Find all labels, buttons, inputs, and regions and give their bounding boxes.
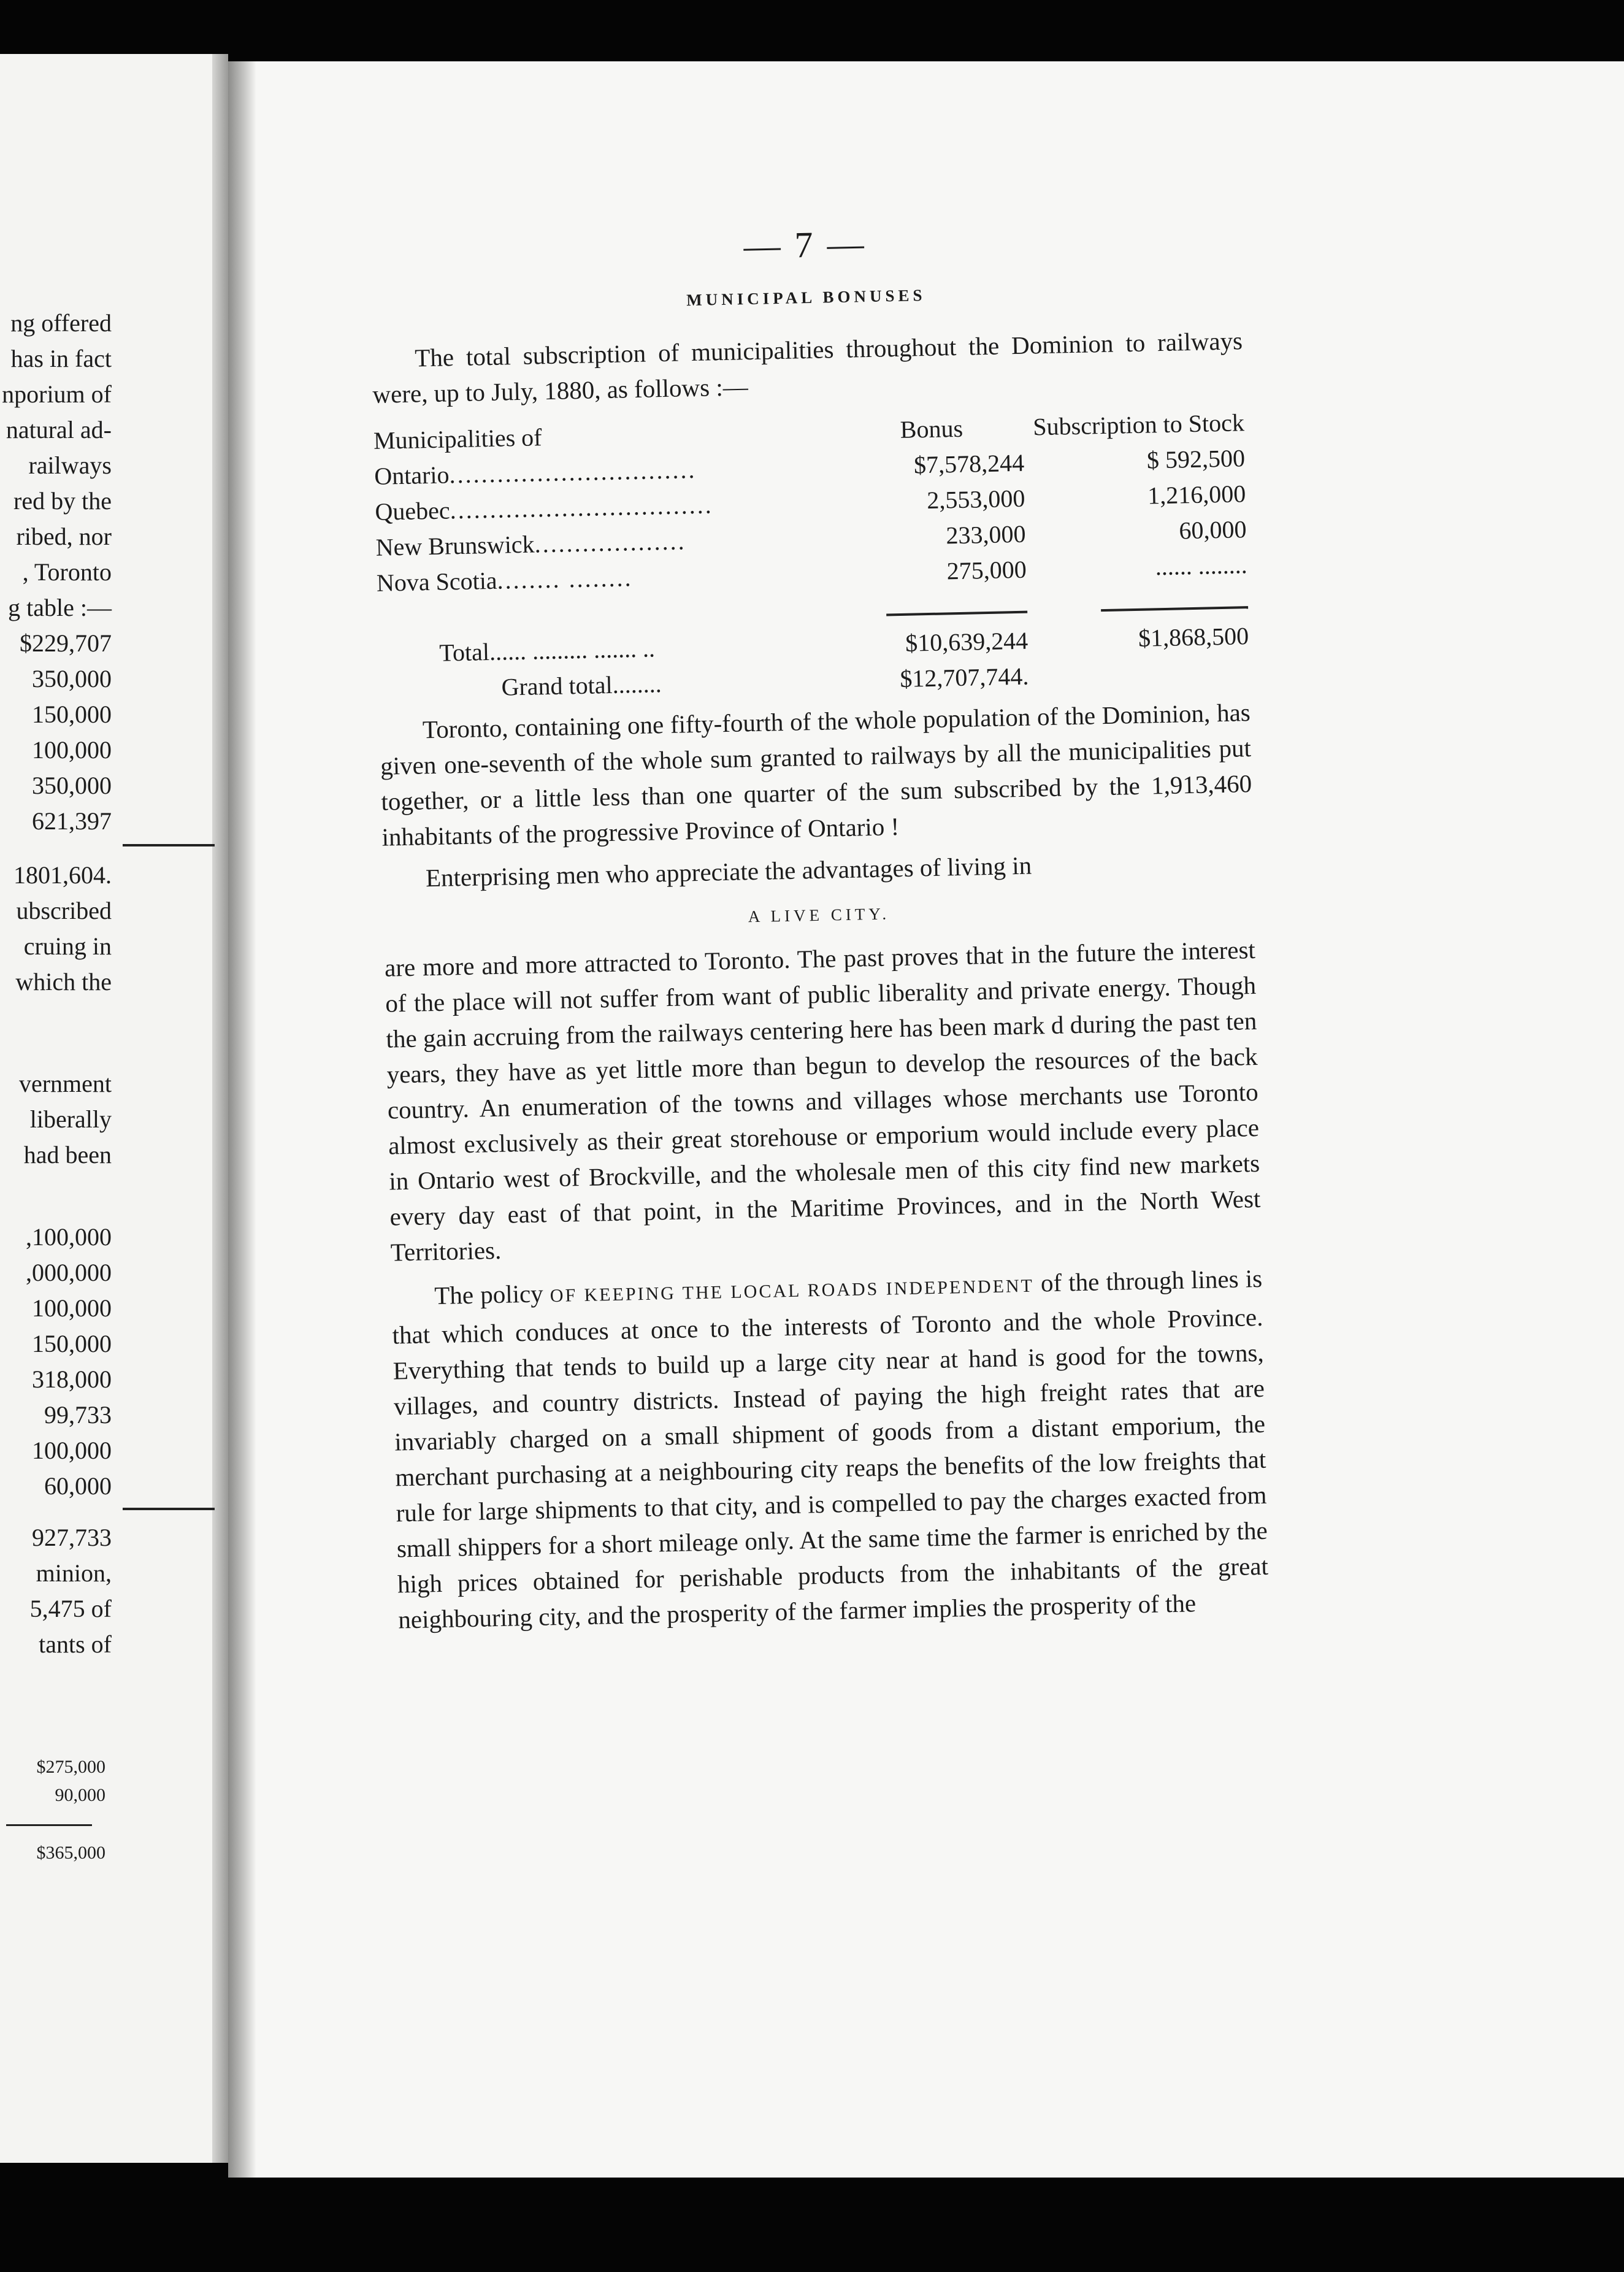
left-line: g table :—: [8, 594, 112, 621]
left-rule: [6, 1824, 92, 1826]
left-total: [1, 858, 112, 1000]
left-amount-total: 927,733: [32, 1524, 112, 1551]
row-stock: 1,216,000: [1147, 480, 1246, 510]
section-heading: MUNICIPAL BONUSES: [686, 286, 926, 310]
row-leader-dots: .................................: [450, 491, 714, 524]
left-text-block-gov: [1, 1066, 112, 1173]
left-bottom-amounts: [7, 1753, 105, 1810]
left-bottom-total: [7, 1839, 105, 1867]
page-binding-shadow: [228, 61, 256, 2178]
left-line: 5,475 of: [29, 1595, 112, 1622]
left-line: red by the: [13, 487, 112, 515]
left-amount: ,100,000: [26, 1223, 112, 1251]
row-stock: $ 592,500: [1146, 444, 1246, 474]
left-amount: 90,000: [55, 1785, 105, 1805]
row-name: Ontario: [373, 461, 450, 490]
row-stock: 60,000: [1178, 515, 1247, 545]
left-line: which the: [15, 968, 112, 996]
policy-start: The policy: [434, 1279, 551, 1310]
left-line: liberally: [29, 1105, 112, 1133]
left-total-value: 1801,604.: [13, 861, 112, 889]
previous-page-fragment: [0, 54, 228, 2163]
page-gutter: [212, 54, 228, 2163]
total-bonus: $10,639,244: [905, 626, 1028, 657]
row-bonus: $7,578,244: [913, 448, 1025, 479]
policy-rest: of the through lines is that which conduces at once to the interests of Toronto and the whole Province. Everything that tends to build up a large city near at hand is good for the towns, villages, and country districts. Instead of paying the high freight rates that are invariably charged on a small shipment of goods from a distant emporium, the merchant purchasing at a neighbouring city reaps the benefits of the low freights that rule for large shipments to that city, and is compelled to pay the charges exacted from small shippers for a short mileage only. At the same time the farmer is enriched by the high prices obtained for perishable products from the inhabitants of the great neighbouring city, and the prosperity of the farmer implies the prosperity of the: [392, 1264, 1269, 1634]
intro-paragraph: The total subscription of municipalities throughout the Dominion to railways were, up to July, 1880, as follows :—: [372, 326, 1243, 409]
left-rule: [123, 1508, 215, 1510]
total-stock: $1,868,500: [1138, 622, 1249, 652]
left-line: nporium of: [2, 380, 112, 408]
left-line: ng offered: [10, 309, 112, 337]
column-header-municipalities: Municipalities of: [373, 423, 542, 455]
column-header-stock: Subscription to Stock: [1032, 409, 1245, 441]
left-amount: 60,000: [44, 1472, 112, 1500]
row-stock: ...... ........: [1155, 551, 1248, 581]
page-number: — 7 —: [743, 223, 867, 267]
left-amounts: [1, 1219, 112, 1504]
stock-sum-rule: [1101, 606, 1248, 612]
total-label: Total...... ......... ....... ..: [439, 634, 656, 667]
toronto-paragraph: Toronto, containing one fifty-fourth of the whole population of the Dominion, has given one-seventh of the whole sum granted to railways by all the municipalities put together, or a little less than one quarter of the sum subscribed by the 1,913,460 inhabitants of the progressive Province of Ontario !: [380, 698, 1252, 851]
grand-total-label: Grand total........: [501, 670, 662, 701]
row-name: New Brunswick: [375, 530, 535, 561]
left-amount: 150,000: [32, 1330, 112, 1357]
left-line: cruing in: [23, 932, 112, 960]
column-header-bonus: Bonus: [900, 414, 963, 443]
left-bottom-total-value: $365,000: [36, 1843, 105, 1863]
left-amount: 318,000: [32, 1365, 112, 1393]
left-rule: [123, 844, 215, 846]
municipal-bonus-table: [373, 401, 1249, 704]
left-amount: $229,707: [20, 629, 112, 657]
left-amount: 350,000: [32, 665, 112, 693]
left-line: had been: [23, 1141, 112, 1169]
left-amount: 621,397: [32, 807, 112, 835]
left-line: ribed, nor: [16, 523, 112, 550]
row-leader-dots: ........ ........: [497, 564, 633, 594]
enterprising-paragraph: Enterprising men who appreciate the advantages of living in: [425, 851, 1032, 892]
document-page: [228, 61, 1624, 2178]
left-line: has in fact: [10, 345, 112, 372]
row-bonus: 233,000: [946, 520, 1026, 550]
grand-total-value: $12,707,744.: [899, 662, 1029, 693]
row-leader-dots: ...................: [534, 527, 686, 558]
page-content: [369, 215, 1270, 1637]
left-amount: 150,000: [32, 700, 112, 728]
left-line: vernment: [18, 1070, 112, 1097]
left-amount: 99,733: [44, 1401, 112, 1429]
left-text-block-top: [1, 305, 112, 839]
bonus-sum-rule: [886, 611, 1027, 616]
row-name: Nova Scotia: [376, 566, 498, 597]
policy-caps-phrase: OF KEEPING THE LOCAL ROADS INDEPENDENT: [550, 1275, 1035, 1307]
policy-paragraph: [391, 1261, 1270, 1638]
left-line: minion,: [36, 1559, 112, 1587]
subheading-live-city: A LIVE CITY.: [748, 904, 891, 926]
left-line: ubscribed: [16, 897, 112, 924]
left-amount: 100,000: [32, 736, 112, 764]
row-name: Quebec: [375, 496, 451, 526]
left-amount: 100,000: [32, 1294, 112, 1322]
left-amount: 100,000: [32, 1437, 112, 1464]
left-amount: 350,000: [32, 772, 112, 799]
row-bonus: 275,000: [946, 555, 1027, 585]
left-amount-total-block: [1, 1520, 112, 1662]
row-bonus: 2,553,000: [926, 484, 1025, 515]
left-amount: $275,000: [36, 1757, 105, 1777]
left-line: railways: [28, 451, 112, 479]
left-line: tants of: [39, 1630, 112, 1658]
left-line: , Toronto: [22, 558, 112, 586]
left-line: natural ad-: [6, 416, 112, 443]
left-amount: ,000,000: [26, 1259, 112, 1286]
live-city-paragraph: are more and more attracted to Toronto. The past proves that in the future the interest of the place will not suffer from want of public liberality and private energy. Though the gain accruing from the railways centering here has been mark d during the past ten years, they have as yet little more than begun to develop the resources of the back country. An enumeration of the towns and villages whose merchants use Toronto almost exclusively as their great storehouse or emporium would include every place in Ontario west of Brockville, and the wholesale men of this city find new markets every day east of that point, in the Maritime Provinces, and in the North West Territories.: [384, 935, 1261, 1267]
row-leader-dots: ...............................: [448, 455, 697, 489]
